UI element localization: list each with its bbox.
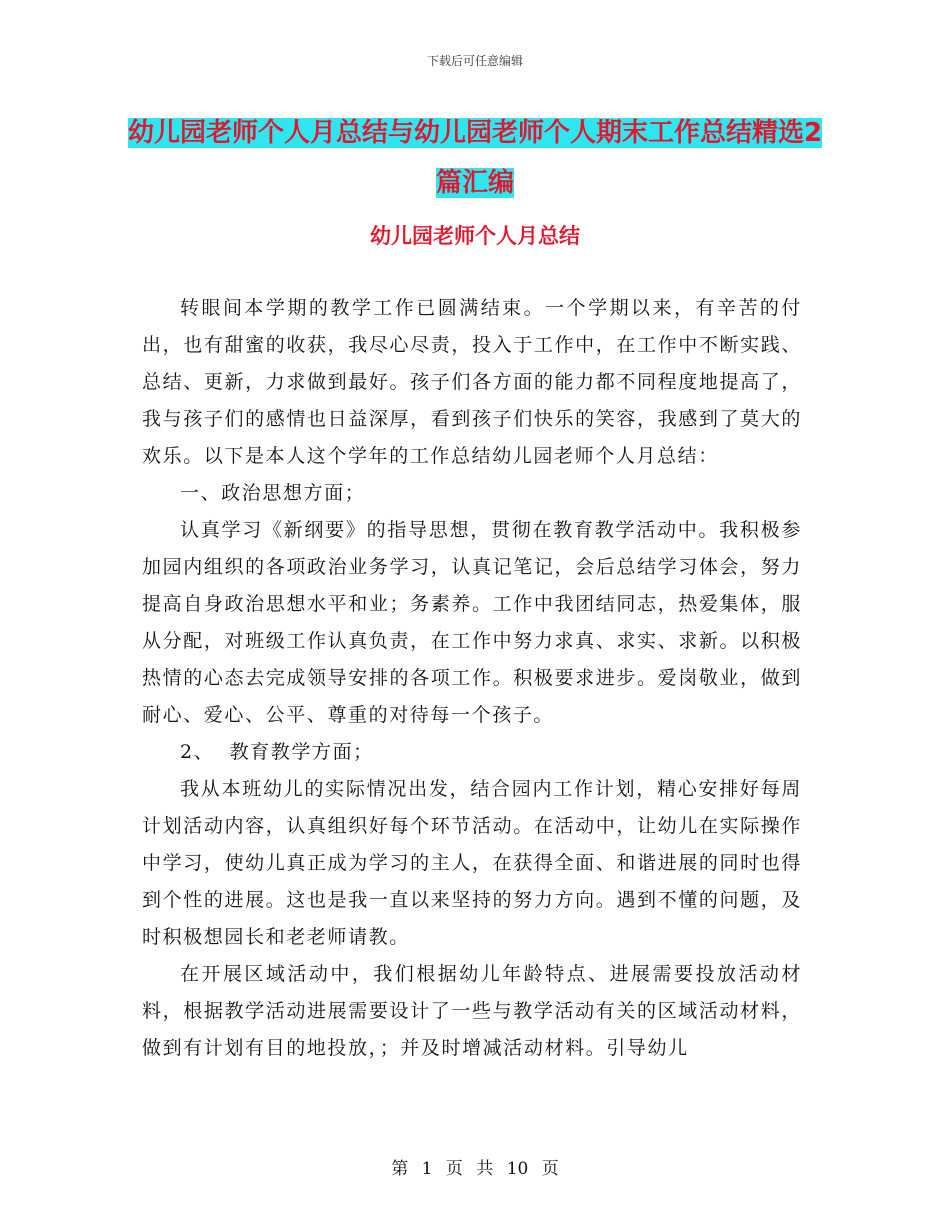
paragraph: 我从本班幼儿的实际情况出发，结合园内工作计划，精心安排好每周计划活动内容，认真组织好每个环节活动。在活动中，让幼儿在实际操作中学习，使幼儿真正成为学习的主人，在获得全面、和谐进展的同时也得到个性的进展。这也是我一直以来坚持的努力方向。遇到不懂的问题，及时积极想园长和老老师请教。 <box>142 778 802 948</box>
document-title-text: 幼儿园老师个人月总结与幼儿园老师个人期末工作总结精选2篇汇编 <box>127 118 823 198</box>
page-current: 1 <box>421 1159 433 1179</box>
page-total: 10 <box>506 1159 529 1179</box>
paragraph: 转眼间本学期的教学工作已圆满结束。一个学期以来，有辛苦的付出，也有甜蜜的收获，我尽心尽责，投入于工作中，在工作中不断实践、总结、更新，力求做到最好。孩子们各方面的能力都不同程度地提高了，我与孩子们的感情也日益深厚，看到孩子们快乐的笑容，我感到了莫大的欢乐。以下是本人这个学年的工作总结幼儿园老师个人月总结： <box>142 297 802 467</box>
page-total-prefix: 共 <box>476 1159 494 1179</box>
paragraph: 认真学习《新纲要》的指导思想，贯彻在教育教学活动中。我积极参加园内组织的各项政治业务学习，认真记笔记，会后总结学习体会，努力提高自身政治思想水平和业；务素养。工作中我团结同志，热爱集体，服从分配，对班级工作认真负责，在工作中努力求真、求实、求新。以积极热情的心态去完成领导安排的各项工作。积极要求进步。爱岗敬业，做到耐心、爱心、公平、尊重的对待每一个孩子。 <box>142 519 802 726</box>
document-title <box>120 108 830 208</box>
page-total-suffix: 页 <box>541 1159 559 1179</box>
body-text <box>142 290 802 1067</box>
page-label-prefix: 第 <box>391 1159 409 1179</box>
paragraph: 在开展区域活动中，我们根据幼儿年龄特点、进展需要投放活动材料，根据教学活动进展需要设计了一些与教学活动有关的区域活动材料，做到有计划有目的地投放，；并及时增减活动材料。引导幼儿 <box>142 963 802 1059</box>
page-label-mid: 页 <box>445 1159 463 1179</box>
paragraph: 2、 教育教学方面； <box>180 741 374 763</box>
header-note: 下载后可任意编辑 <box>426 54 523 68</box>
page-footer <box>0 1154 950 1179</box>
section-heading: 幼儿园老师个人月总结 <box>370 224 580 248</box>
paragraph: 一、政治思想方面； <box>180 482 366 504</box>
